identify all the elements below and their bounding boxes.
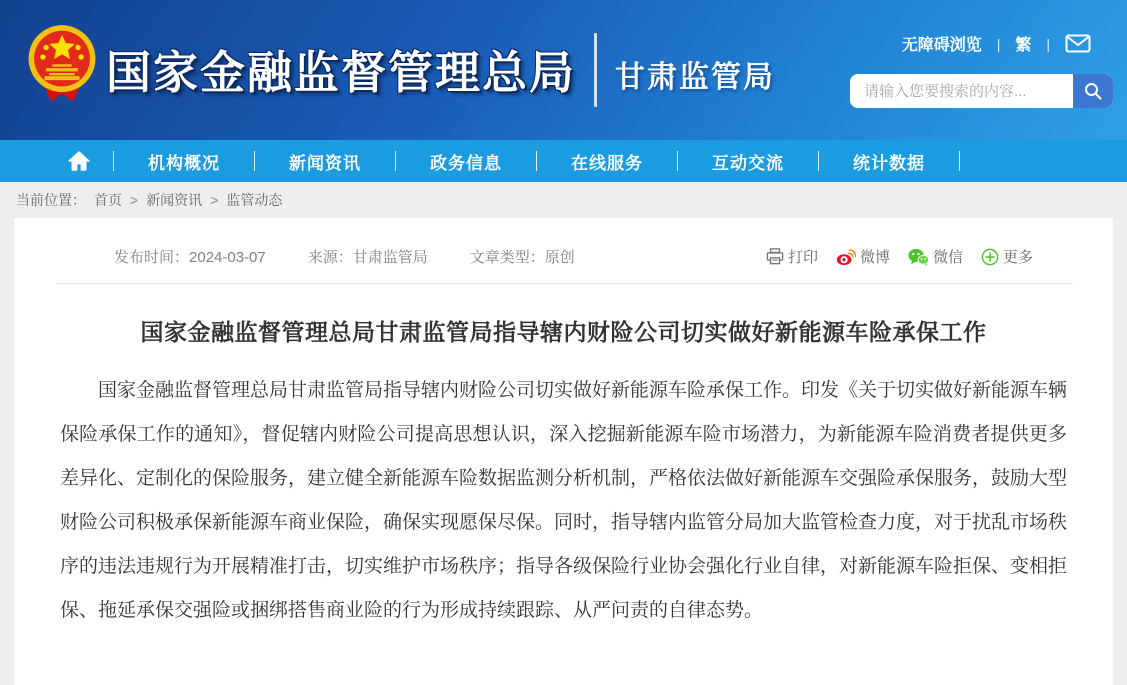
article-meta-row [14,246,1113,267]
branch-title: 甘肃监管局 [615,61,775,94]
nav-item-interaction[interactable]: 互动交流 [712,153,784,173]
wechat-share-button[interactable]: 微信 [908,246,963,267]
weibo-share-button[interactable]: 微博 [836,246,890,267]
search-input[interactable] [850,74,1073,108]
link-separator: | [996,35,1001,52]
home-icon [68,151,90,171]
nav-separator [959,151,960,171]
site-title: 国家金融监督管理总局 [106,47,577,98]
header-utility-links [902,32,1091,55]
print-button[interactable]: 打印 [766,246,818,267]
nav-item-organization[interactable]: 机构概况 [148,153,220,173]
breadcrumb-separator: > [210,192,219,208]
article-body: 国家金融监督管理总局甘肃监管局指导辖内财险公司切实做好新能源车险承保工作。印发《关于切实做好新能源车辆保险承保工作的通知》，督促辖内财险公司提高思想认识，深入挖掘新能源车险市场潜力，为新能源车险消费者提供更多差异化、定制化的保险服务，建立健全新能源车险数据监测分析机制，严格依法做好新能源车交强险承保服务，鼓励大型财险公司积极承保新能源车商业保险，确保实现愿保尽保。同时，指导辖内监管分局加大监管检查力度，对于扰乱市场秩序的违法违规行为开展精准打击，切实维护市场秩序；指导各级保险行业协会强化行业自律，对新能源车险拒保、变相拒保、拖延承保交强险或捆绑搭售商业险的行为形成持续跟踪、从严问责的自律态势。 [60,380,1068,621]
article-actions [766,246,1033,267]
search-bar [850,74,1113,108]
breadcrumb-separator: > [130,192,139,208]
breadcrumb-label: 当前位置： [16,192,86,208]
weibo-icon [836,248,856,266]
accessibility-link[interactable]: 无障碍浏览 [901,37,982,54]
more-share-button[interactable]: 更多 [981,246,1033,267]
national-emblem-logo [22,22,102,108]
plus-circle-icon [981,248,999,266]
main-nav [0,140,1127,182]
search-icon [1083,81,1103,101]
site-header [0,0,1127,140]
header-divider [594,33,597,107]
search-button[interactable] [1073,74,1113,108]
nav-home[interactable] [45,151,113,171]
breadcrumb-current[interactable]: 监管动态 [226,192,283,208]
article-type: 文章类型：原创 [469,249,575,266]
traditional-chinese-link[interactable]: 繁 [1015,37,1032,54]
article-title: 国家金融监督管理总局甘肃监管局指导辖内财险公司切实做好新能源车险承保工作 [140,319,987,345]
article-source: 来源：甘肃监管局 [307,249,428,266]
article-card [14,218,1113,685]
breadcrumb [0,182,1127,218]
nav-item-online-service[interactable]: 在线服务 [571,153,643,173]
link-separator: | [1046,35,1050,52]
printer-icon [766,248,784,265]
article-meta [114,246,575,267]
breadcrumb-home[interactable]: 首页 [94,192,122,208]
nav-item-statistics[interactable]: 统计数据 [853,153,925,173]
mail-icon[interactable] [1065,34,1091,53]
meta-divider [56,283,1073,284]
nav-item-news[interactable]: 新闻资讯 [289,153,361,173]
wechat-icon [908,248,929,266]
breadcrumb-news[interactable]: 新闻资讯 [146,192,203,208]
publish-time: 发布时间：2024-03-07 [114,249,266,266]
nav-item-gov-info[interactable]: 政务信息 [430,153,502,173]
